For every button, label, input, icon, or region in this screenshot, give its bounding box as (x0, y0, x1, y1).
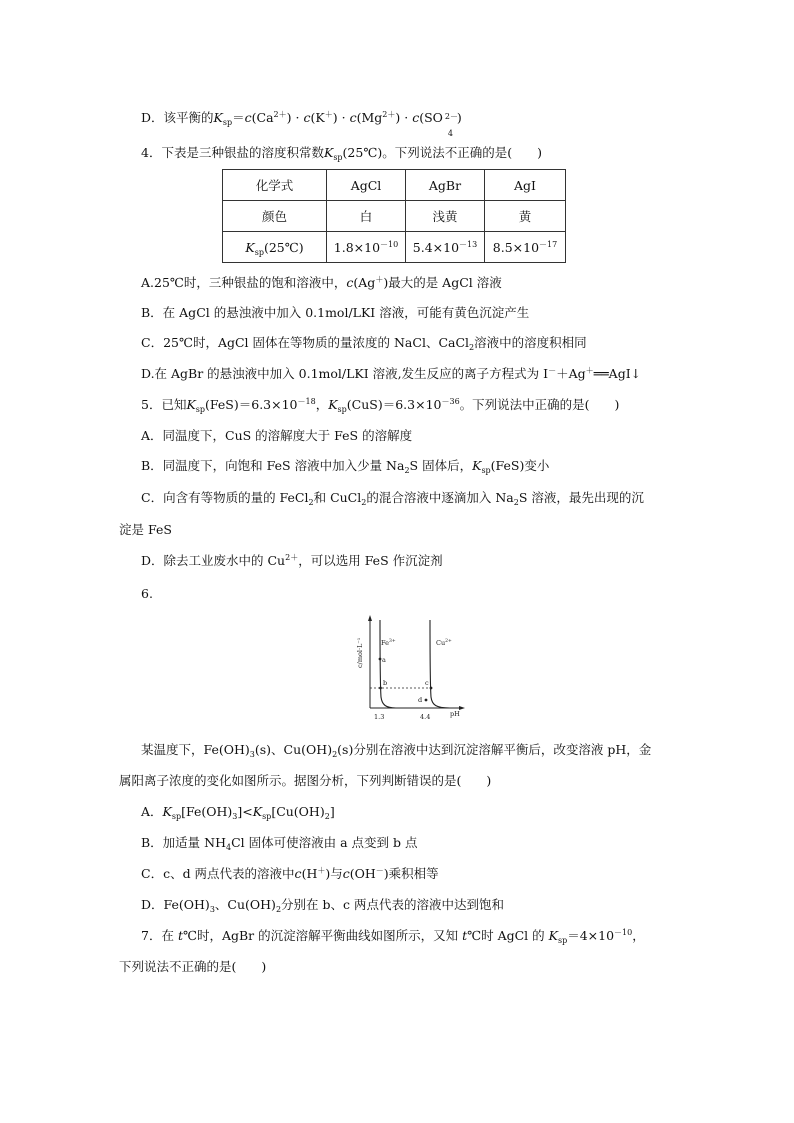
table-cell: 浅黄 (406, 201, 485, 232)
cu2-label: $Cu^{2+}$ (436, 639, 452, 647)
table-cell: $1.8\times 10^{-10}$ (327, 232, 406, 263)
q6-option-a: A．$K_{sp}[Fe(OH)_3]<K_{sp}[Cu(OH)_2]$ (141, 804, 335, 821)
q5-option-c-line1: C．向含有等物质的量的 FeCl$_2$和 CuCl$_2$的混合溶液中逐滴加入 $Na_2S$ 溶液，最先出现的沉 (141, 490, 644, 507)
q4-option-c: C．25℃时，AgCl 固体在等物质的量浓度的 NaCl、CaCl$_2$溶液中的溶度积相同 (141, 335, 587, 352)
point-a-label: a (382, 656, 386, 664)
table-cell: $8.5\times 10^{-17}$ (485, 232, 566, 263)
table-cell: $5.4\times 10^{-13}$ (406, 232, 485, 263)
x-tick-label: 4.4 (420, 713, 431, 721)
q6-solubility-graph (350, 612, 470, 727)
q7-stem-line1: 7．在 t℃时，AgBr 的沉淀溶解平衡曲线如图所示，又知 t℃时 AgCl 的 $K_{sp}=4\times 10^{-10}$， (141, 928, 645, 945)
point-b (379, 687, 382, 690)
table-cell: $K_{sp}(25℃)$ (223, 232, 327, 263)
q5-stem: 5．已知$K_{sp}(FeS)=6.3\times 10^{-18}$，$K_{sp}(CuS)=6.3\times 10^{-36}$。下列说法中正确的是( ) (141, 397, 620, 414)
point-d-label: d (418, 696, 423, 704)
fe3-label: $Fe^{3+}$ (381, 639, 396, 647)
cu2-curve (430, 620, 450, 708)
table-cell: 黄 (485, 201, 566, 232)
point-d (425, 699, 428, 702)
q7-stem-line2: 下列说法不正确的是( ) (119, 959, 267, 974)
q6-stem-line2: 属阳离子浓度的变化如图所示。据图分析，下列判断错误的是( ) (119, 773, 492, 788)
q5-option-a: A．同温度下，CuS 的溶解度大于 FeS 的溶解度 (141, 428, 413, 443)
q4-option-a: A.25℃时，三种银盐的饱和溶液中，c(Ag＋)最大的是 AgCl 溶液 (141, 275, 502, 290)
q4-option-d: D.在 AgBr 的悬浊液中加入 0.1mol/LKI 溶液,发生反应的离子方程式为 I－＋Ag＋══AgI↓ (141, 366, 642, 381)
q5-option-d: D．除去工业废水中的 $Cu^{2+}$，可以选用 FeS 作沉淀剂 (141, 553, 443, 568)
point-a (379, 658, 382, 661)
table-cell: 颜色 (223, 201, 327, 232)
table-header-cell: AgCl (327, 170, 406, 201)
q5-option-b: B．同温度下，向饱和 FeS 溶液中加入少量 $Na_2S$ 固体后，$K_{sp}(FeS)$变小 (141, 458, 550, 475)
table-cell: 白 (327, 201, 406, 232)
point-c (430, 687, 433, 690)
table-header-cell: AgBr (406, 170, 485, 201)
y-axis-arrow (368, 615, 372, 621)
table-header-row (223, 170, 566, 201)
table-header-cell: 化学式 (223, 170, 327, 201)
point-b-label: b (383, 679, 388, 687)
ksp-table (222, 169, 566, 263)
q6-number: 6. (141, 586, 153, 601)
x-axis-arrow (459, 706, 465, 710)
x-axis-label: pH (450, 710, 460, 718)
y-axis-label: c/mol·L⁻¹ (356, 637, 364, 668)
q6-option-b: B．加适量 $NH_4Cl$ 固体可使溶液由 a 点变到 b 点 (141, 835, 418, 852)
q4-option-b: B．在 AgCl 的悬浊液中加入 0.1mol/LKI 溶液，可能有黄色沉淀产生 (141, 305, 530, 320)
table-row (223, 232, 566, 263)
q4-stem: 4．下表是三种银盐的溶度积常数$K_{sp}(25℃)$。下列说法不正确的是( ) (141, 145, 542, 162)
table-row (223, 201, 566, 232)
x-tick-label: 1.3 (374, 713, 385, 721)
q6-stem-line1: 某温度下，$Fe(OH)_3(s)$、$Cu(OH)_2(s)$分别在溶液中达到沉淀溶解平衡后，改变溶液 pH，金 (141, 742, 652, 759)
table-header-cell: AgI (485, 170, 566, 201)
q5-option-c-line2: 淀是 FeS (119, 522, 172, 537)
q6-option-d: D．$Fe(OH)_3$、$Cu(OH)_2$分别在 b、c 两点代表的溶液中达到饱和 (141, 897, 504, 914)
fe3-curve (380, 620, 396, 708)
point-c-label: c (425, 679, 429, 687)
q3-option-d: D．该平衡的$K_{sp}=c(Ca^{2+}) \cdot c(K^+) \cdot c(Mg^{2+}) \cdot c(SO$ 2－ 4 ) (141, 110, 462, 138)
q6-option-c: C．c、d 两点代表的溶液中c(H＋)与c(OH－)乘积相等 (141, 866, 439, 881)
